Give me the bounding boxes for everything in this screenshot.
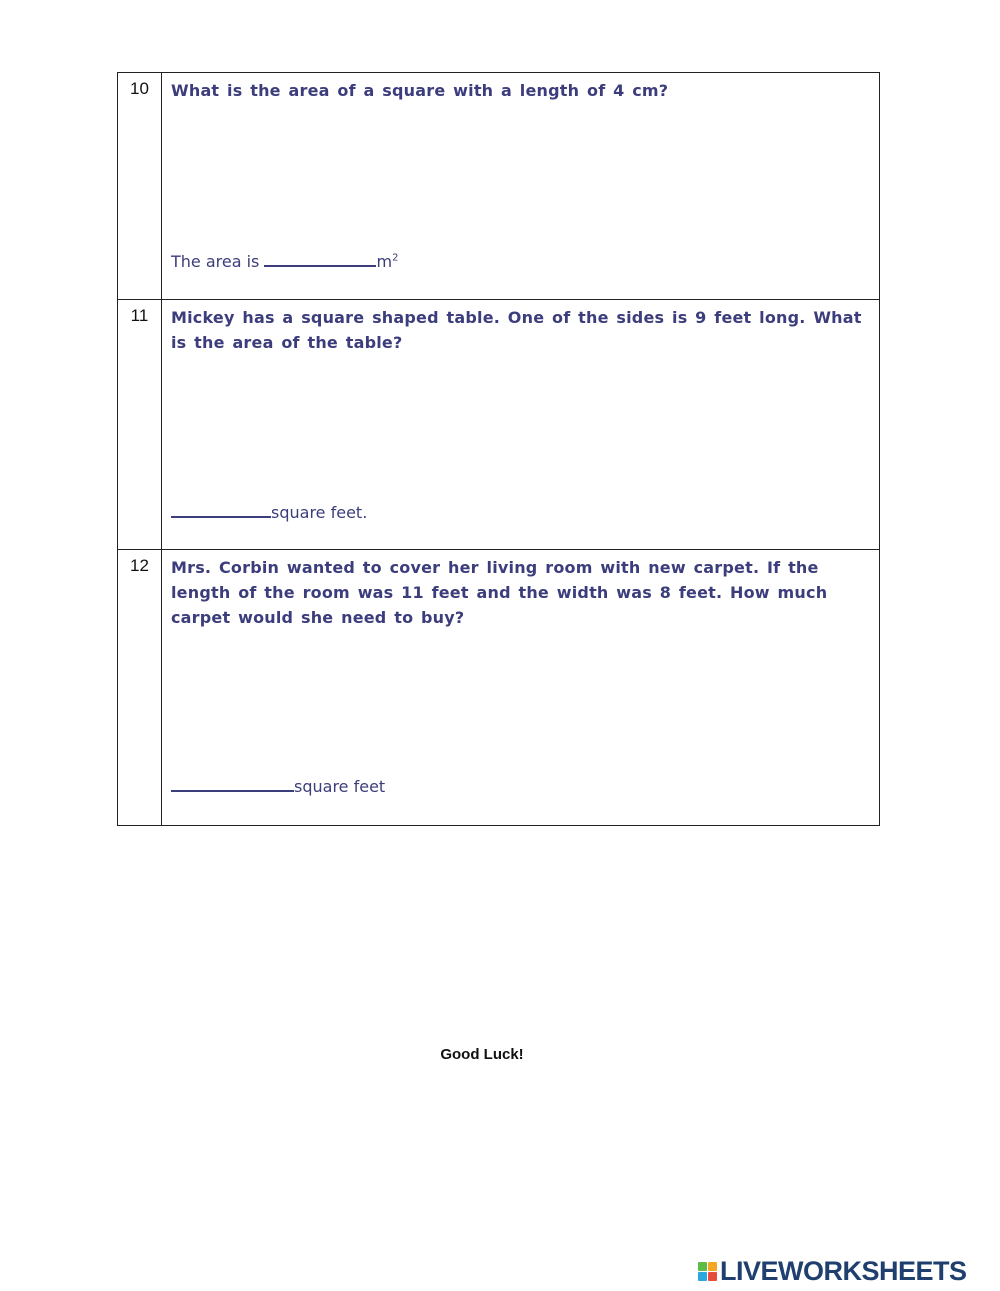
question-text: Mrs. Corbin wanted to cover her living room with new carpet. If the length of the room was 11 feet and the width was 8 feet. How much carpet would she need to buy? xyxy=(171,558,828,627)
logo-square-green xyxy=(698,1262,707,1271)
question-row-12 xyxy=(118,550,880,826)
logo-square-blue xyxy=(698,1272,707,1281)
question-text: What is the area of a square with a length of 4 cm? xyxy=(171,81,669,100)
question-number: 12 xyxy=(118,550,162,826)
answer-line xyxy=(171,251,398,271)
brand-name: LIVEWORKSHEETS xyxy=(720,1255,967,1286)
answer-blank[interactable] xyxy=(264,251,376,267)
answer-line xyxy=(171,776,385,796)
question-text: Mickey has a square shaped table. One of the sides is 9 feet long. What is the area of the table? xyxy=(171,308,862,352)
question-cell xyxy=(162,73,880,300)
answer-line xyxy=(171,502,367,522)
question-row-10 xyxy=(118,73,880,300)
question-cell xyxy=(162,300,880,550)
answer-blank[interactable] xyxy=(171,776,294,792)
logo-square-red xyxy=(708,1272,717,1281)
logo-square-orange xyxy=(708,1262,717,1271)
answer-prefix: The area is xyxy=(171,252,265,271)
answer-unit: m xyxy=(376,252,393,271)
liveworksheets-logo-icon xyxy=(698,1262,717,1281)
liveworksheets-brand[interactable] xyxy=(698,1257,967,1285)
question-cell xyxy=(162,550,880,826)
answer-unit: square feet. xyxy=(271,503,368,522)
answer-unit-exponent: 2 xyxy=(392,252,399,264)
question-number: 11 xyxy=(118,300,162,550)
footer-good-luck: Good Luck! xyxy=(440,1046,524,1063)
question-number: 10 xyxy=(118,73,162,300)
answer-unit: square feet xyxy=(294,777,386,796)
question-row-11 xyxy=(118,300,880,550)
questions-table xyxy=(117,72,880,826)
answer-blank[interactable] xyxy=(171,502,271,518)
